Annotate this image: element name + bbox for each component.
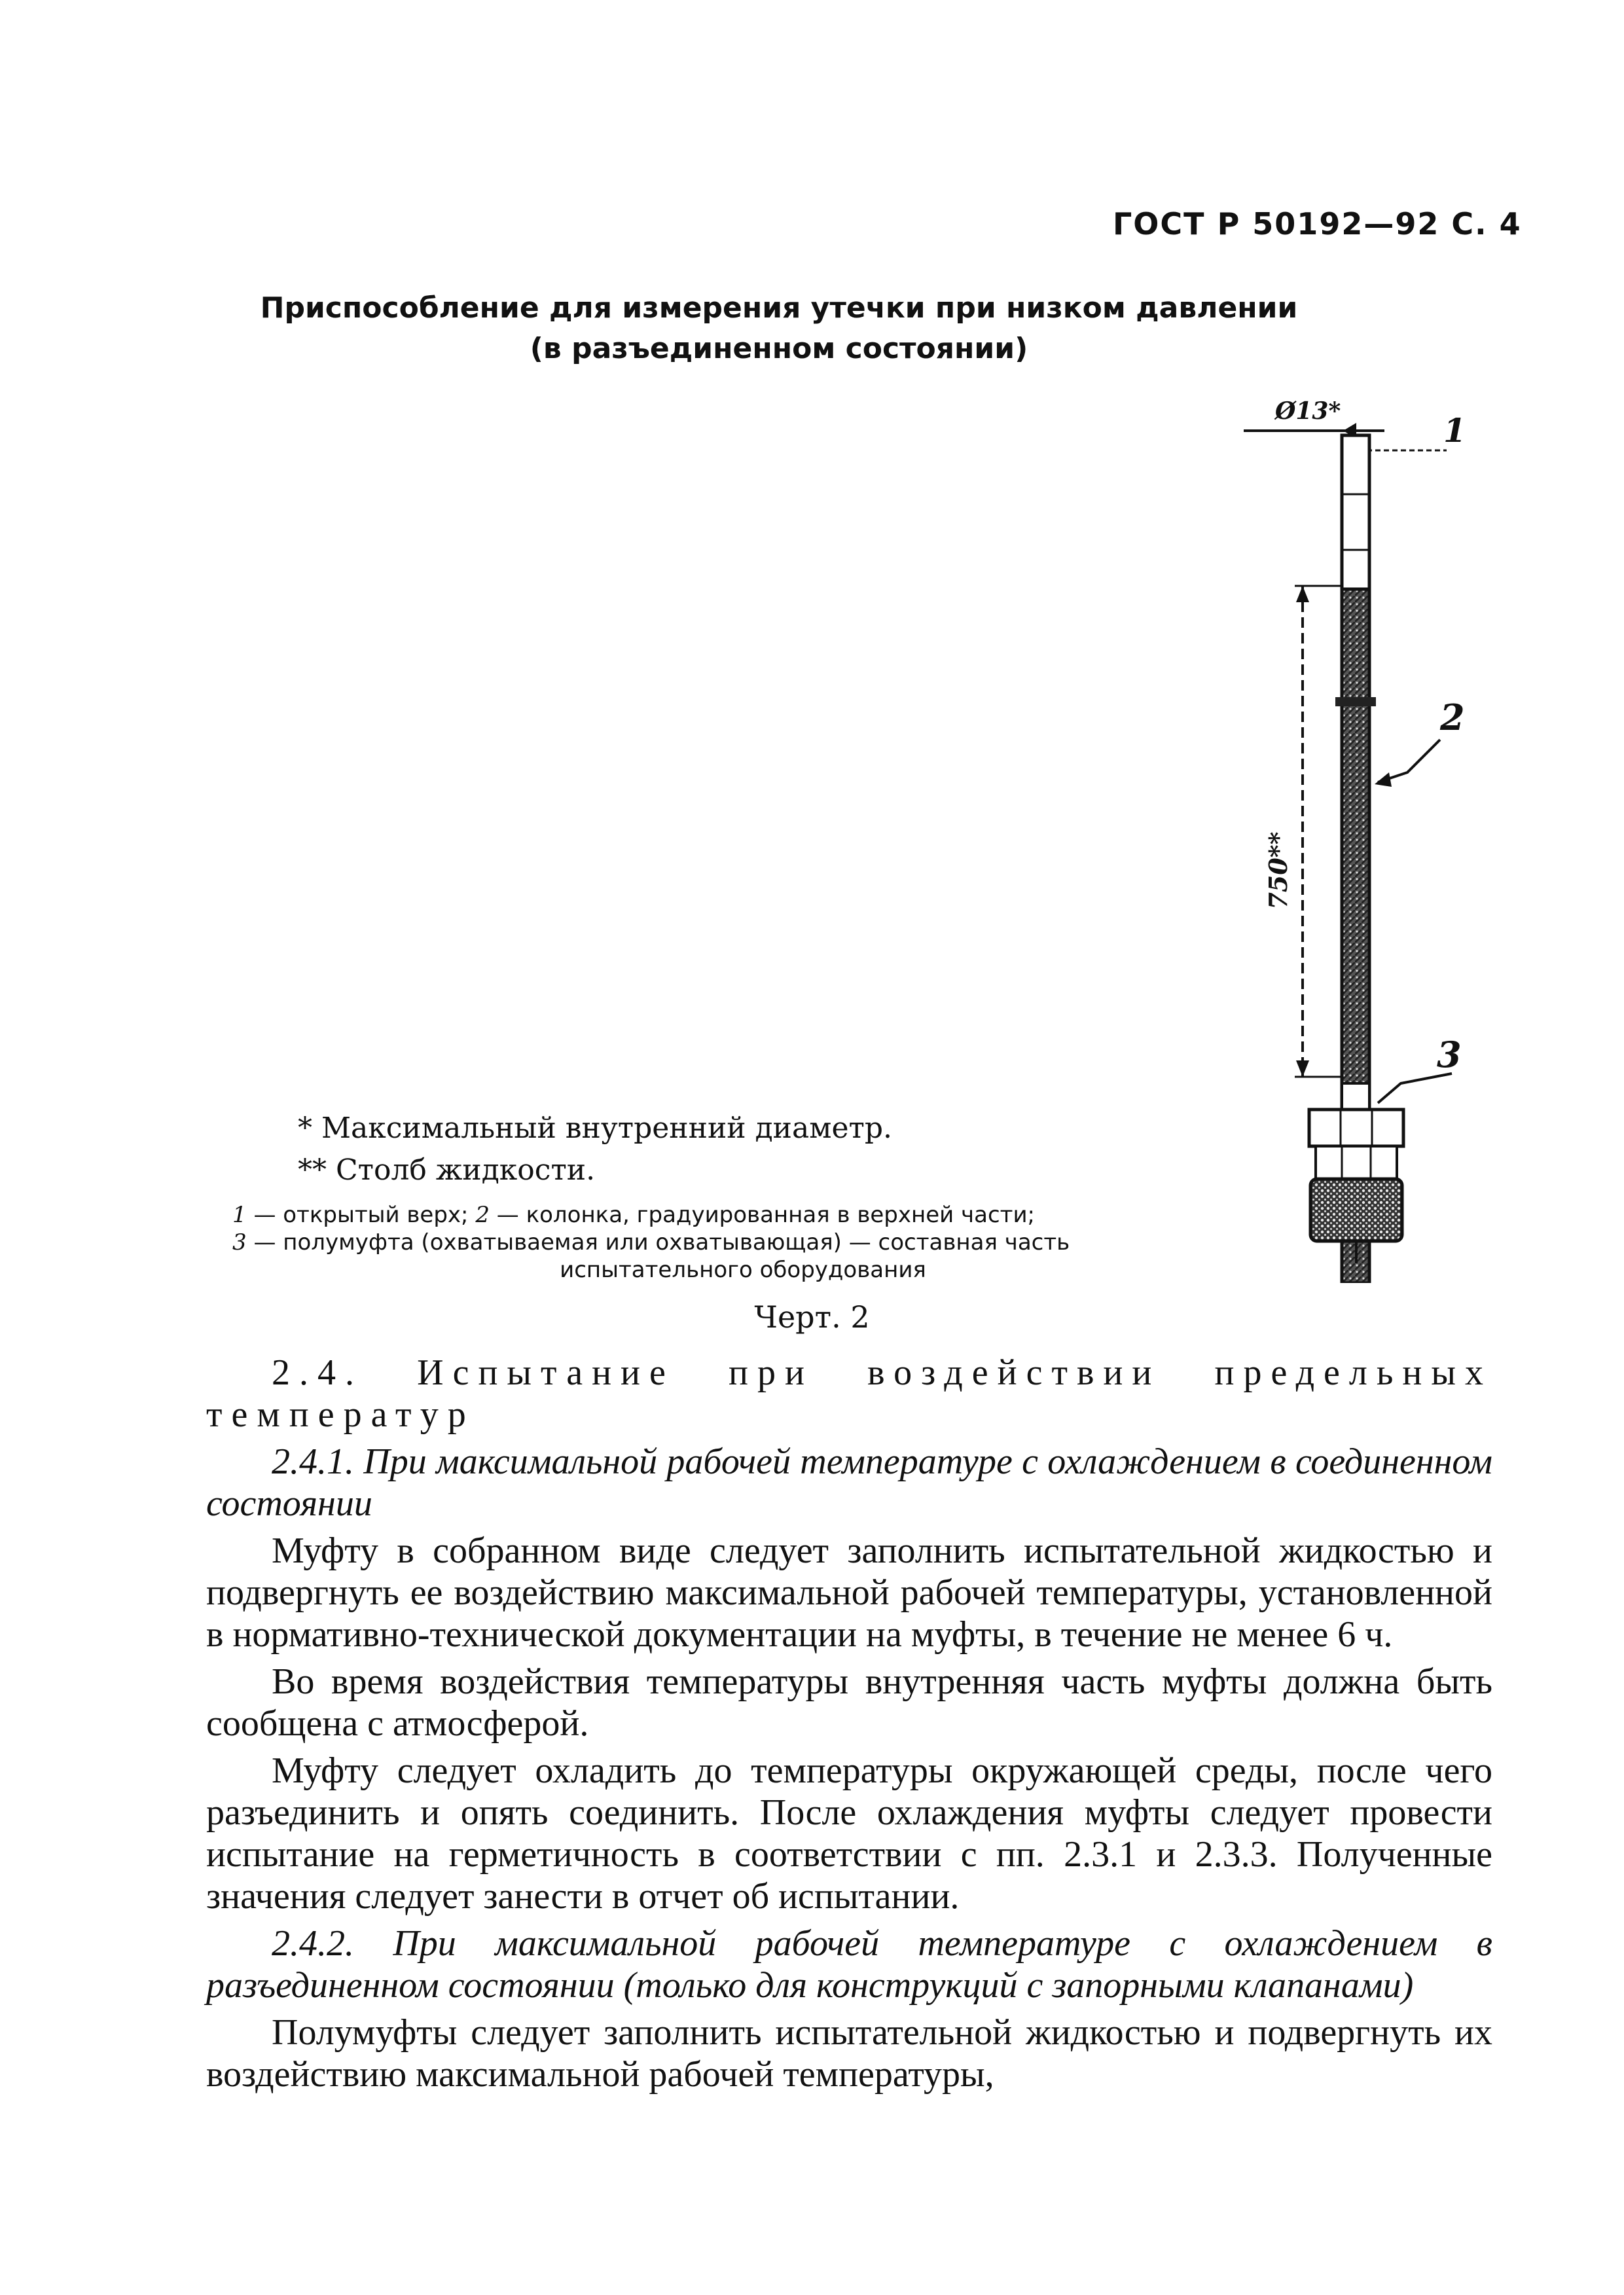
callout-2: 2: [1440, 696, 1465, 738]
note-liquid-column: ** Столб жидкости.: [298, 1153, 596, 1187]
paragraph: Полумуфты следует заполнить испытательной жидкостью и подвергнуть их воздействию максимальной рабочей температуры,: [206, 2012, 1492, 2095]
legend-text-4: испытательного оборудования: [560, 1257, 926, 1283]
legend-text-1: — открытый верх;: [246, 1202, 476, 1228]
note-max-diameter: * Максимальный внутренний диаметр.: [298, 1111, 892, 1145]
height-dimension-label: 750**: [1263, 831, 1293, 910]
figure-title-line1: Приспособление для измерения утечки при низком давлении: [260, 291, 1298, 325]
paragraph: Муфту следует охладить до температуры окружающей среды, после чего разъединить и опять соединить. После охлаждения муфты следует провести испытание на герметичность в соответствии с пп. 2.3.1 и 2.3.3. Полученные значения следует занести в отчет об испытании.: [206, 1750, 1492, 1917]
device-drawing: [1244, 399, 1519, 1283]
section-heading: 2.4. Испытание при воздействии предельных температур: [206, 1352, 1492, 1435]
figure-title: [216, 288, 1342, 369]
figure-title-line2: (в разъединенном состоянии): [530, 332, 1028, 365]
paragraph: Муфту в собранном виде следует заполнить испытательной жидкостью и подвергнуть ее воздействию максимальной рабочей температуры, установленной в нормативно-технической документации на муфты, в течение не менее 6 ч.: [206, 1530, 1492, 1655]
callout-1: 1: [1443, 411, 1466, 450]
subsection-2-4-1: 2.4.1. При максимальной рабочей температуре с охлаждением в соединенном состоянии: [206, 1441, 1492, 1524]
paragraph: Во время воздействия температуры внутренняя часть муфты должна быть сообщена с атмосферой.: [206, 1661, 1492, 1744]
figure-notes: [298, 1108, 892, 1191]
legend-line2: [232, 1229, 1254, 1256]
figure-caption: Черт. 2: [754, 1299, 870, 1335]
legend-num-2: 2: [475, 1202, 490, 1228]
legend-num-1: 1: [232, 1202, 247, 1228]
legend-num-3: 3: [232, 1229, 247, 1256]
body-text: [206, 1352, 1492, 2101]
figure-legend: [232, 1201, 1254, 1284]
legend-text-3: — полумуфта (охватываемая или охватывающая) — составная часть: [246, 1229, 1070, 1256]
callout-3: 3: [1437, 1034, 1462, 1075]
legend-line1: [232, 1201, 1254, 1229]
page-header: ГОСТ Р 50192—92 С. 4: [1113, 206, 1522, 242]
subsection-2-4-2: 2.4.2. При максимальной рабочей температуре с охлаждением в разъединенном состоянии (только для конструкций с запорными клапанами): [206, 1923, 1492, 2006]
legend-text-2: — колонка, градуированная в верхней части;: [489, 1202, 1036, 1228]
diameter-label: Ø13*: [1275, 399, 1341, 425]
